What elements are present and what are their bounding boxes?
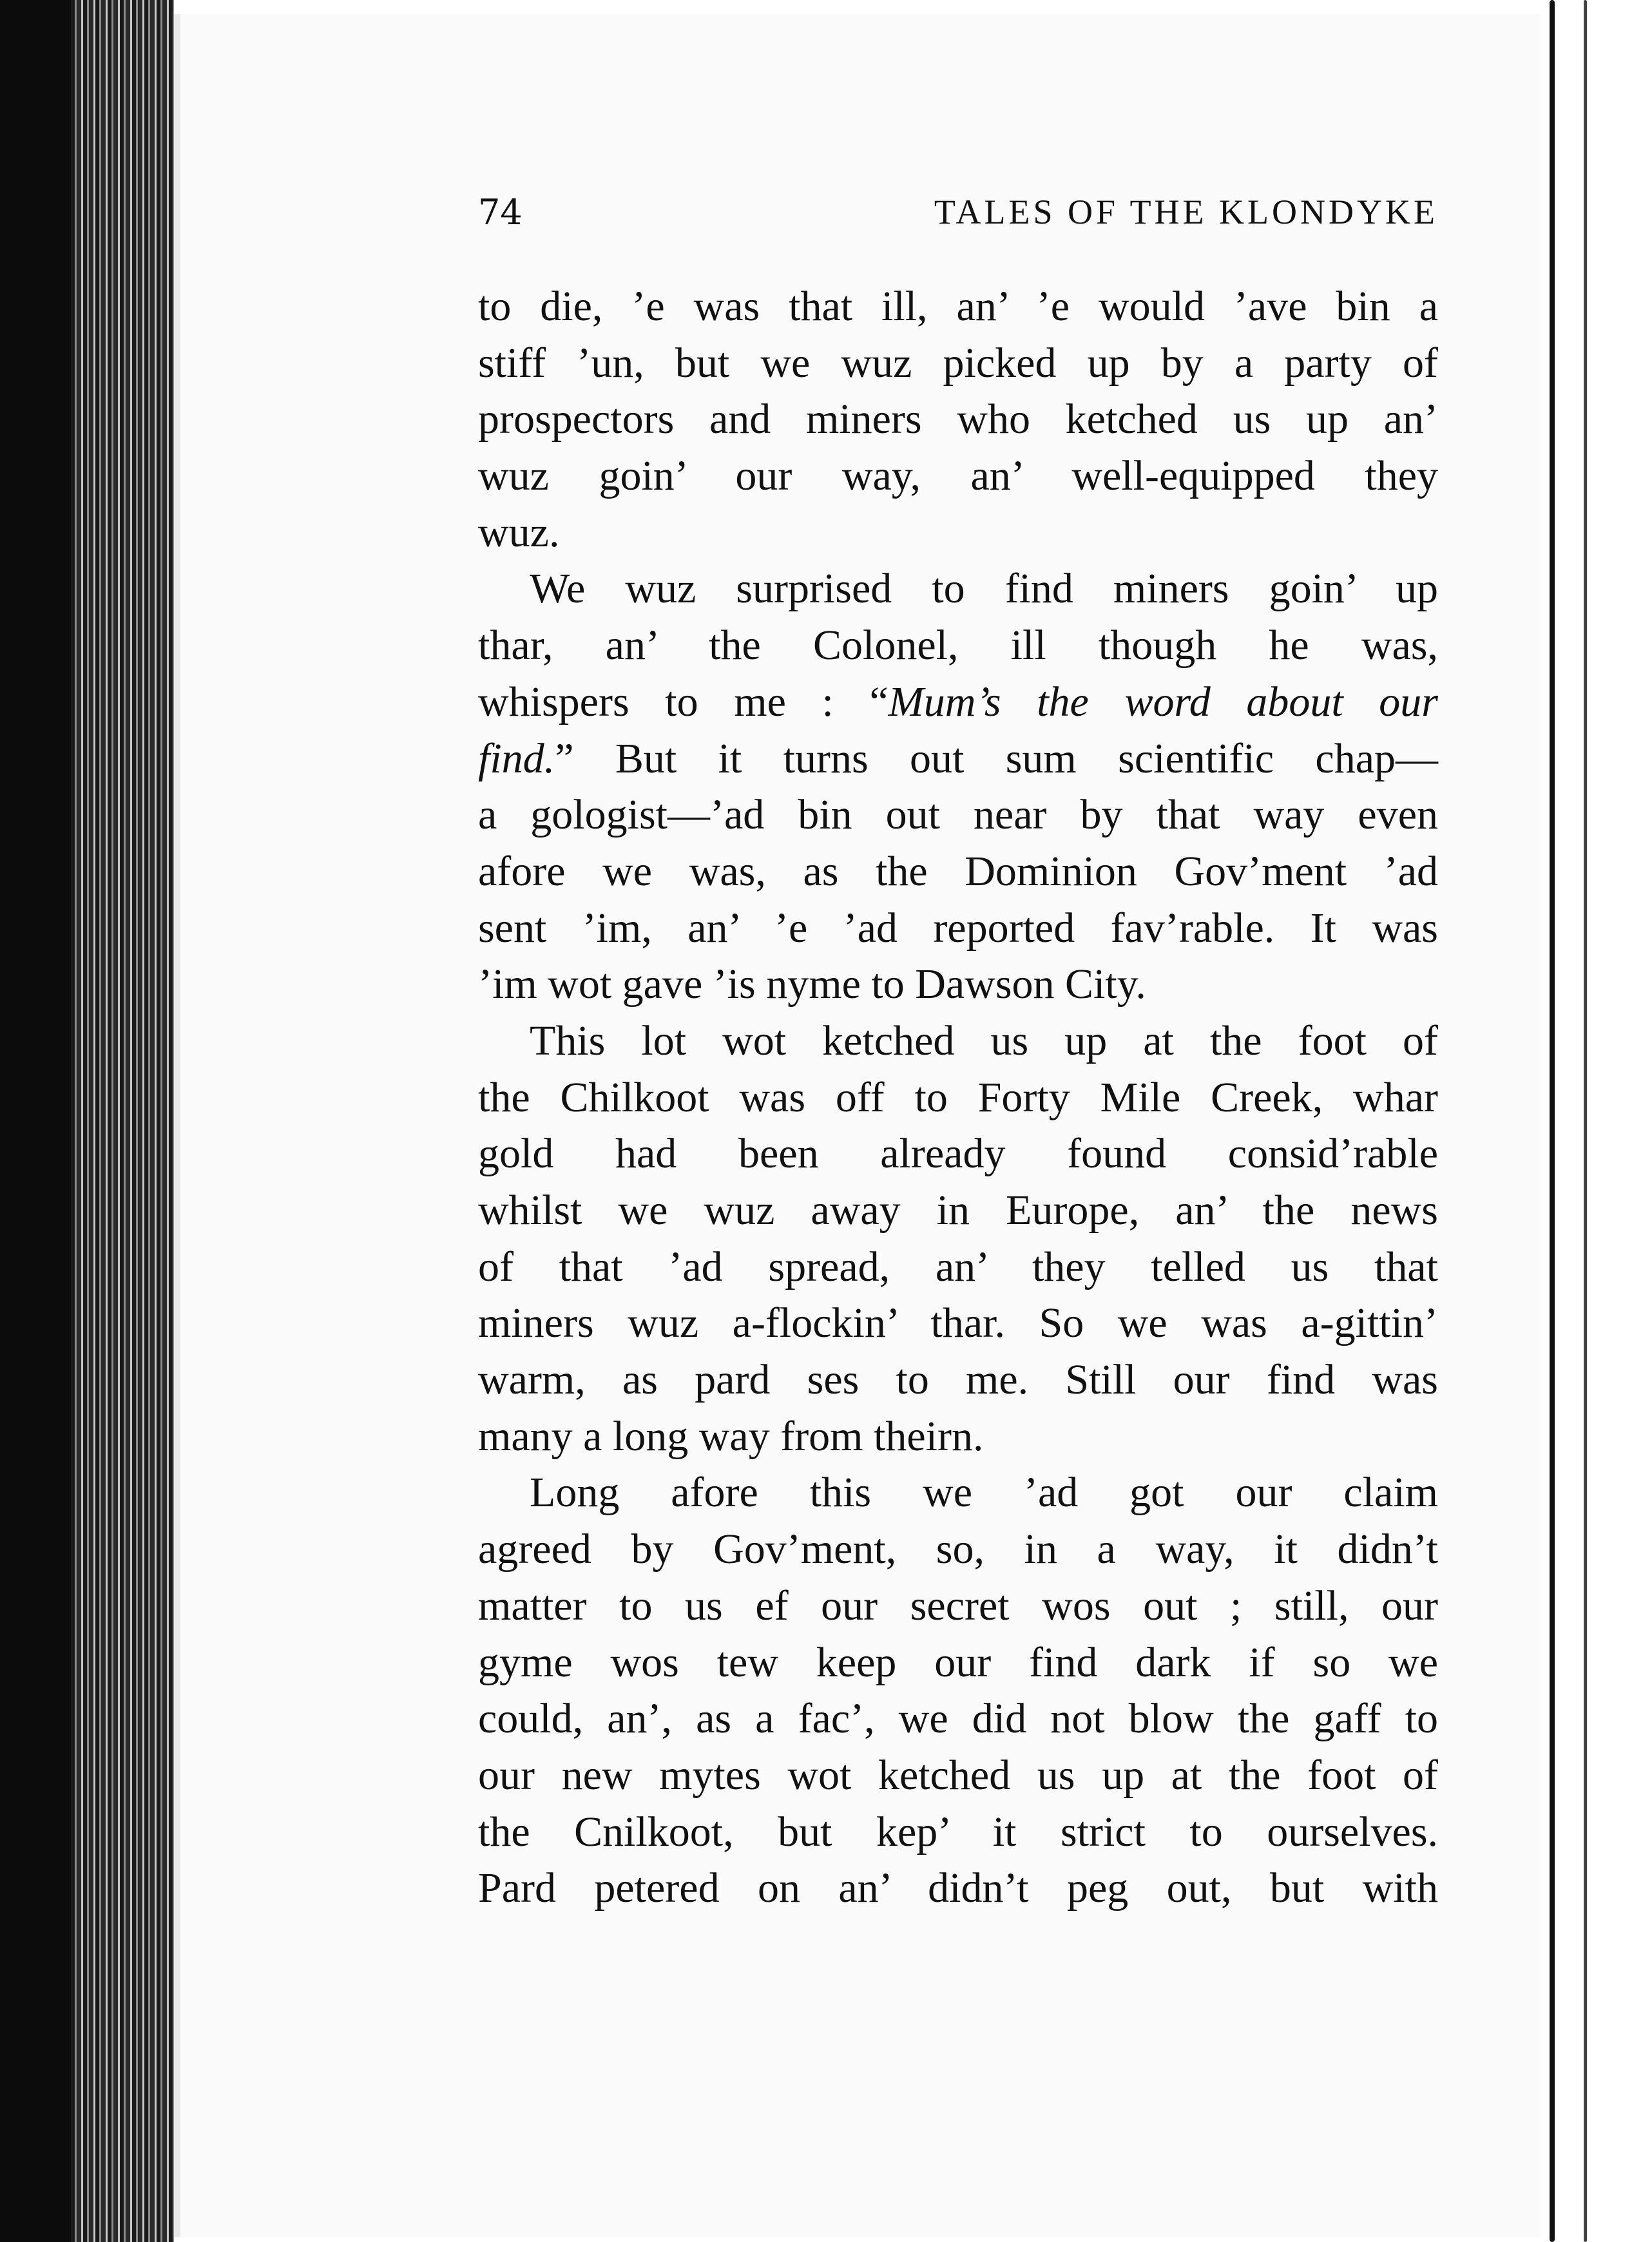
text-line: could, an’, as a fac’, we did not blow the gaff to [478, 1695, 1438, 1743]
text-line: the Chilkoot was off to Forty Mile Creek, whar [478, 1073, 1438, 1121]
text-line: miners wuz a-flockin’ thar. So we was a-gittin’ [478, 1299, 1438, 1347]
text-line: whilst we wuz away in Europe, an’ the news [478, 1187, 1438, 1234]
body-text [478, 278, 1438, 1917]
text-line: gyme wos tew keep our find dark if so we [478, 1638, 1438, 1686]
text-line: of that ’ad spread, an’ they telled us that [478, 1243, 1438, 1290]
page-edges [71, 0, 174, 2242]
page-curl-edge [1550, 0, 1555, 2242]
text-line: to die, ’e was that ill, an’ ’e would ’ave bin a [478, 283, 1438, 330]
text-line: warm, as pard ses to me. Still our find was [478, 1356, 1438, 1404]
text-line: ’im wot gave ’is nyme to Dawson City. [478, 961, 1146, 1008]
text-segment: ” But it turns out sum scientific chap— [555, 734, 1438, 782]
text-line: Long afore this we ’ad got our claim [530, 1469, 1438, 1517]
text-line: afore we was, as the Dominion Gov’ment ’ad [478, 847, 1438, 895]
text-line: Pard petered on an’ didn’t peg out, but with [478, 1864, 1438, 1912]
book-spine-edge [0, 0, 71, 2242]
text-line: wuz goin’ our way, an’ well-equipped they [478, 452, 1438, 500]
text-line: many a long way from theirn. [478, 1412, 984, 1460]
text-line: This lot wot ketched us up at the foot of [530, 1017, 1438, 1064]
text-line [478, 731, 1438, 787]
text-line: the Cnilkoot, but kep’ it strict to ourselves. [478, 1808, 1438, 1855]
text-line: prospectors and miners who ketched us up an’ [478, 396, 1438, 443]
text-line: agreed by Gov’ment, so, in a way, it didn’t [478, 1526, 1438, 1573]
right-margin [1540, 0, 1652, 2242]
text-line: a gologist—’ad bin out near by that way even [478, 791, 1438, 839]
text-line: We wuz surprised to find miners goin’ up [530, 565, 1438, 613]
text-line: thar, an’ the Colonel, ill though he was, [478, 622, 1438, 669]
text-line: matter to us ef our secret wos out ; still, our [478, 1582, 1438, 1629]
text-line: our new mytes wot ketched us up at the foot of [478, 1751, 1438, 1799]
text-line: sent ’im, an’ ’e ’ad reported fav’rable. It was [478, 904, 1438, 952]
italic-segment: find. [478, 734, 555, 782]
page-number: 74 [478, 192, 523, 233]
page-outer-edge [1584, 0, 1587, 2242]
text-line: wuz. [478, 508, 560, 556]
text-line [478, 674, 1438, 731]
text-line: gold had been already found consid’rable [478, 1130, 1438, 1178]
running-header [478, 192, 1438, 244]
text-line: stiff ’un, but we wuz picked up by a party of [478, 339, 1438, 387]
italic-segment: Mum’s the word about our [888, 678, 1438, 725]
running-title: TALES OF THE KLONDYKE [934, 193, 1438, 231]
text-segment: whispers to me : “ [478, 678, 888, 725]
